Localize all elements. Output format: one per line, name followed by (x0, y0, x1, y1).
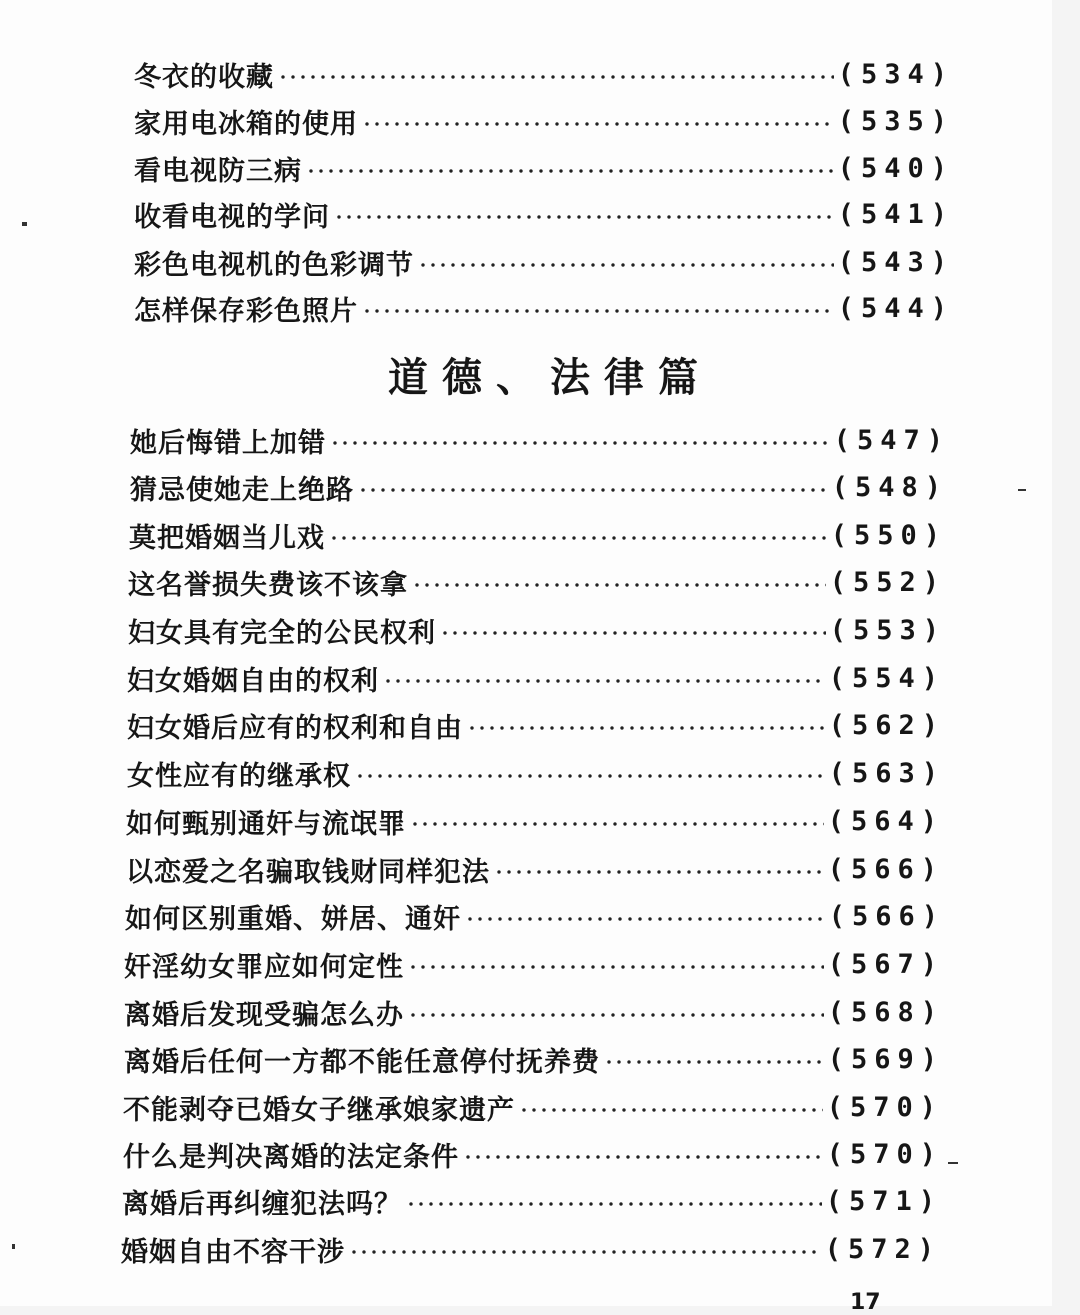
entry-title: 离婚后任何一方都不能任意停付抚养费 (124, 1046, 600, 1078)
toc-entry (130, 467, 948, 507)
entry-title: 奸淫幼女罪应如何定性 (124, 951, 404, 983)
toc-entry (126, 801, 944, 841)
toc-entry (134, 288, 954, 328)
leader-dots (463, 1153, 823, 1161)
leader-dots (329, 534, 827, 542)
entry-page: (571) (825, 1185, 942, 1217)
leader-dots (358, 486, 828, 494)
leader-dots (349, 1248, 821, 1256)
leader-dots (362, 120, 834, 128)
toc-entry (126, 849, 944, 889)
entry-page: (562) (828, 709, 945, 741)
toc-entry (134, 242, 954, 282)
toc-entry (130, 420, 950, 460)
leader-dots (440, 629, 826, 637)
entry-title: 彩色电视机的色彩调节 (134, 249, 414, 281)
entry-title: 妇女婚姻自由的权利 (127, 665, 379, 697)
entry-title: 以恋爱之名骗取钱财同样犯法 (126, 856, 490, 888)
toc-entry (123, 1087, 943, 1127)
leader-dots (465, 915, 825, 923)
leader-dots (306, 167, 834, 175)
entry-title: 离婚后再纠缠犯法吗？ (122, 1188, 402, 1220)
toc-entry (134, 54, 954, 94)
leader-dots (334, 213, 834, 221)
leader-dots (330, 439, 830, 447)
leader-dots (494, 868, 824, 876)
entry-title: 家用电冰箱的使用 (134, 108, 358, 140)
entry-page: (563) (828, 757, 945, 789)
leader-dots (362, 307, 834, 315)
entry-page: (566) (827, 853, 944, 885)
entry-title: 如何区别重婚、姘居、通奸 (125, 903, 461, 935)
entry-page: (566) (828, 900, 945, 932)
section-heading: 道德、法律篇 (388, 354, 712, 401)
entry-page: (568) (827, 996, 944, 1028)
toc-entry (128, 562, 946, 602)
entry-page: (544) (837, 292, 954, 324)
leader-dots (418, 261, 834, 269)
entry-page: (569) (827, 1043, 944, 1075)
toc-entry (124, 1039, 944, 1079)
leader-dots (604, 1058, 824, 1066)
entry-page: (541) (837, 198, 954, 230)
toc-entry (122, 1181, 942, 1221)
entry-title: 看电视防三病 (134, 155, 302, 187)
toc-entry (125, 896, 945, 936)
entry-page: (547) (833, 424, 950, 456)
entry-page: (570) (826, 1138, 943, 1170)
scan-speck (948, 1162, 958, 1164)
entry-page: (554) (828, 662, 945, 694)
toc-entry (127, 753, 945, 793)
toc-entry (134, 101, 954, 141)
leader-dots (408, 1011, 824, 1019)
toc-entry (121, 1229, 941, 1269)
scan-speck (1018, 489, 1026, 491)
entry-title: 婚姻自由不容干涉 (121, 1236, 345, 1268)
leader-dots (383, 677, 825, 685)
entry-page: (567) (827, 948, 944, 980)
entry-title: 离婚后发现受骗怎么办 (124, 999, 404, 1031)
page-folio: 17 (850, 1290, 881, 1315)
toc-entry (128, 610, 946, 650)
entry-title: 莫把婚姻当儿戏 (129, 522, 325, 554)
leader-dots (410, 820, 824, 828)
entry-page: (548) (831, 471, 948, 503)
leader-dots (406, 1200, 822, 1208)
entry-title: 女性应有的继承权 (127, 760, 351, 792)
scan-speck (12, 1244, 15, 1249)
entry-title: 妇女婚后应有的权利和自由 (127, 712, 463, 744)
toc-entry (123, 1134, 943, 1174)
entry-title: 收看电视的学问 (134, 201, 330, 233)
entry-title: 冬衣的收藏 (134, 61, 274, 93)
leader-dots (408, 963, 824, 971)
leader-dots (412, 581, 826, 589)
entry-title: 妇女具有完全的公民权利 (128, 617, 436, 649)
entry-title: 这名誉损失费该不该拿 (128, 569, 408, 601)
entry-page: (535) (837, 105, 954, 137)
entry-title: 怎样保存彩色照片 (134, 295, 358, 327)
leader-dots (519, 1106, 823, 1114)
toc-entry (124, 992, 944, 1032)
toc-entry (124, 944, 944, 984)
entry-page: (570) (826, 1091, 943, 1123)
entry-page: (552) (829, 566, 946, 598)
leader-dots (278, 73, 834, 81)
entry-title: 猜忌使她走上绝路 (130, 474, 354, 506)
toc-entry (129, 515, 947, 555)
leader-dots (467, 724, 825, 732)
entry-title: 她后悔错上加错 (130, 427, 326, 459)
toc-entry (127, 658, 945, 698)
toc-entry (134, 194, 954, 234)
entry-title: 什么是判决离婚的法定条件 (123, 1141, 459, 1173)
entry-title: 如何甄别通奸与流氓罪 (126, 808, 406, 840)
entry-page: (564) (827, 805, 944, 837)
entry-page: (540) (837, 152, 954, 184)
entry-title: 不能剥夺已婚女子继承娘家遗产 (123, 1094, 515, 1126)
entry-page: (534) (837, 58, 954, 90)
entry-page: (543) (837, 246, 954, 278)
entry-page: (572) (824, 1233, 941, 1265)
entry-page: (550) (830, 519, 947, 551)
toc-entry (127, 705, 945, 745)
scan-speck (22, 222, 27, 226)
leader-dots (355, 772, 825, 780)
toc-entry (134, 148, 954, 188)
entry-page: (553) (829, 614, 946, 646)
